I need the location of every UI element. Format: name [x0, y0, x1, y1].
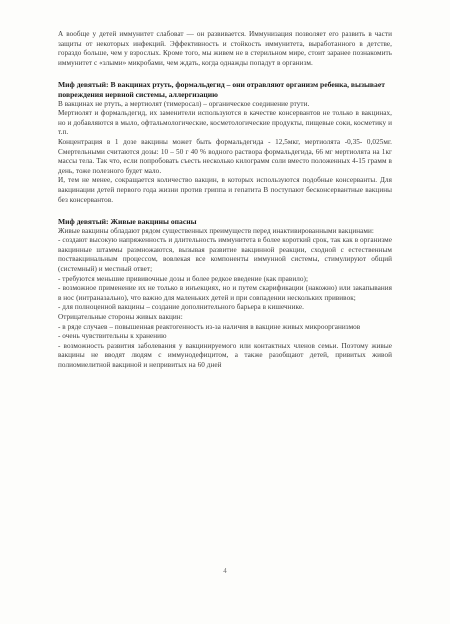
live-vaccines-paragraph-4: - возможное применение их не только в инъекциях, но и путем скарификации (накожно) или закапывания в нос (интраназально), что важно для маленьких детей и при совпадении нескольких прививок; — [58, 284, 392, 302]
live-vaccines-paragraph-1: Живые вакцины обладают рядом существенных преимуществ перед инактивированными вакцинами: — [58, 226, 374, 235]
live-vaccines-paragraph-7: - в ряде случаев – повышенная реактогенность из-за наличия в вакцине живых микроорганизмов — [58, 322, 361, 331]
myth-mercury-heading: Миф девятый: В вакцинах ртуть, формальдегид – они отравляют организм ребенка, вызывает повреждения нервной системы, аллергизацию — [58, 80, 385, 99]
live-vaccines-paragraph-8: - очень чувствительны к хранению — [58, 332, 167, 341]
intro-paragraph: А вообще у детей иммунитет слабоват — он развивается. Иммунизация позволяет его развить в части защиты от некоторых инфекций. Эффективность и стойкость иммунитета, выработанного в детстве, гораздо больше, чем у взрослых. Кроме того, мы живем не в стерильном мире, стоит заранее познакомить иммунитет с «злыми» микробами, чем ждать, когда однажды попадут в организм. — [58, 30, 392, 67]
live-vaccines-paragraph-3: - требуются меньшие прививочные дозы и более редкое введение (как правило); — [58, 274, 308, 283]
myth-mercury-paragraph-4: И, тем не менее, сокращается количество вакцин, в которых используются подобные консерванты. Для вакцинации детей первого года жизни против гриппа и гепатита В поступают бесконсервантные вакцины без консервантов. — [58, 176, 392, 204]
live-vaccines-paragraph-9: - возможность развития заболевания у вакцинируемого или контактных членов семьи. Поэтому живые вакцины не вводят людям с иммунодефицитом, а также разобщают детей, привитых живой полиомиелитной вакциной и непривитых на 60 дней — [58, 341, 392, 369]
myth-live-vaccines-heading: Миф девятый: Живые вакцины опасны — [58, 217, 197, 227]
myth-live-vaccines-section — [58, 217, 392, 371]
myth-mercury-paragraph-3: Концентрация в 1 дозе вакцины может быть формальдегида - 12,5мкг, мертиолята -0,35- 0,025мг. Смертельными считаются дозы: 10 – 50 г 40 % водного раствора формальдегида, 66 мг мертиолята на 1кг массы тела. Так что, если попробовать съесть несколько килограмм соли вместо положенных 4-15 грамм в день, тоже полезного будет мало. — [58, 137, 392, 175]
myth-mercury-paragraph-2: Мертиолят и формальдегид, их заменители используются в качестве консервантов не только в вакцинах, но и добавляются в мыло, офтальмологические, косметологические продукты, пищевые соки, косметику и т.п. — [58, 109, 392, 137]
live-vaccines-paragraph-5: - для полноценной вакцины – создание дополнительного барьера в кишечнике. — [58, 303, 304, 312]
live-vaccines-paragraph-2: - создают высокую напряженность и длительность иммунитета в более короткий срок, так как в организме вакцинные штаммы размножаются, вызывая развитие вакцинной реакции, сходной с естественным поствакцинальным процессом, вовлекая все компоненты иммунной системы, стимулируют общий (системный) и местный ответ; — [58, 236, 392, 274]
page-number: 4 — [223, 567, 227, 575]
live-vaccines-paragraph-6: Отрицательные стороны живых вакцин: — [58, 313, 183, 322]
myth-mercury-paragraph-1: В вакцинах не ртуть, а мертиолят (тимеросал) – органическое соединение ртути. — [58, 99, 310, 108]
myth-mercury-section — [58, 80, 392, 205]
